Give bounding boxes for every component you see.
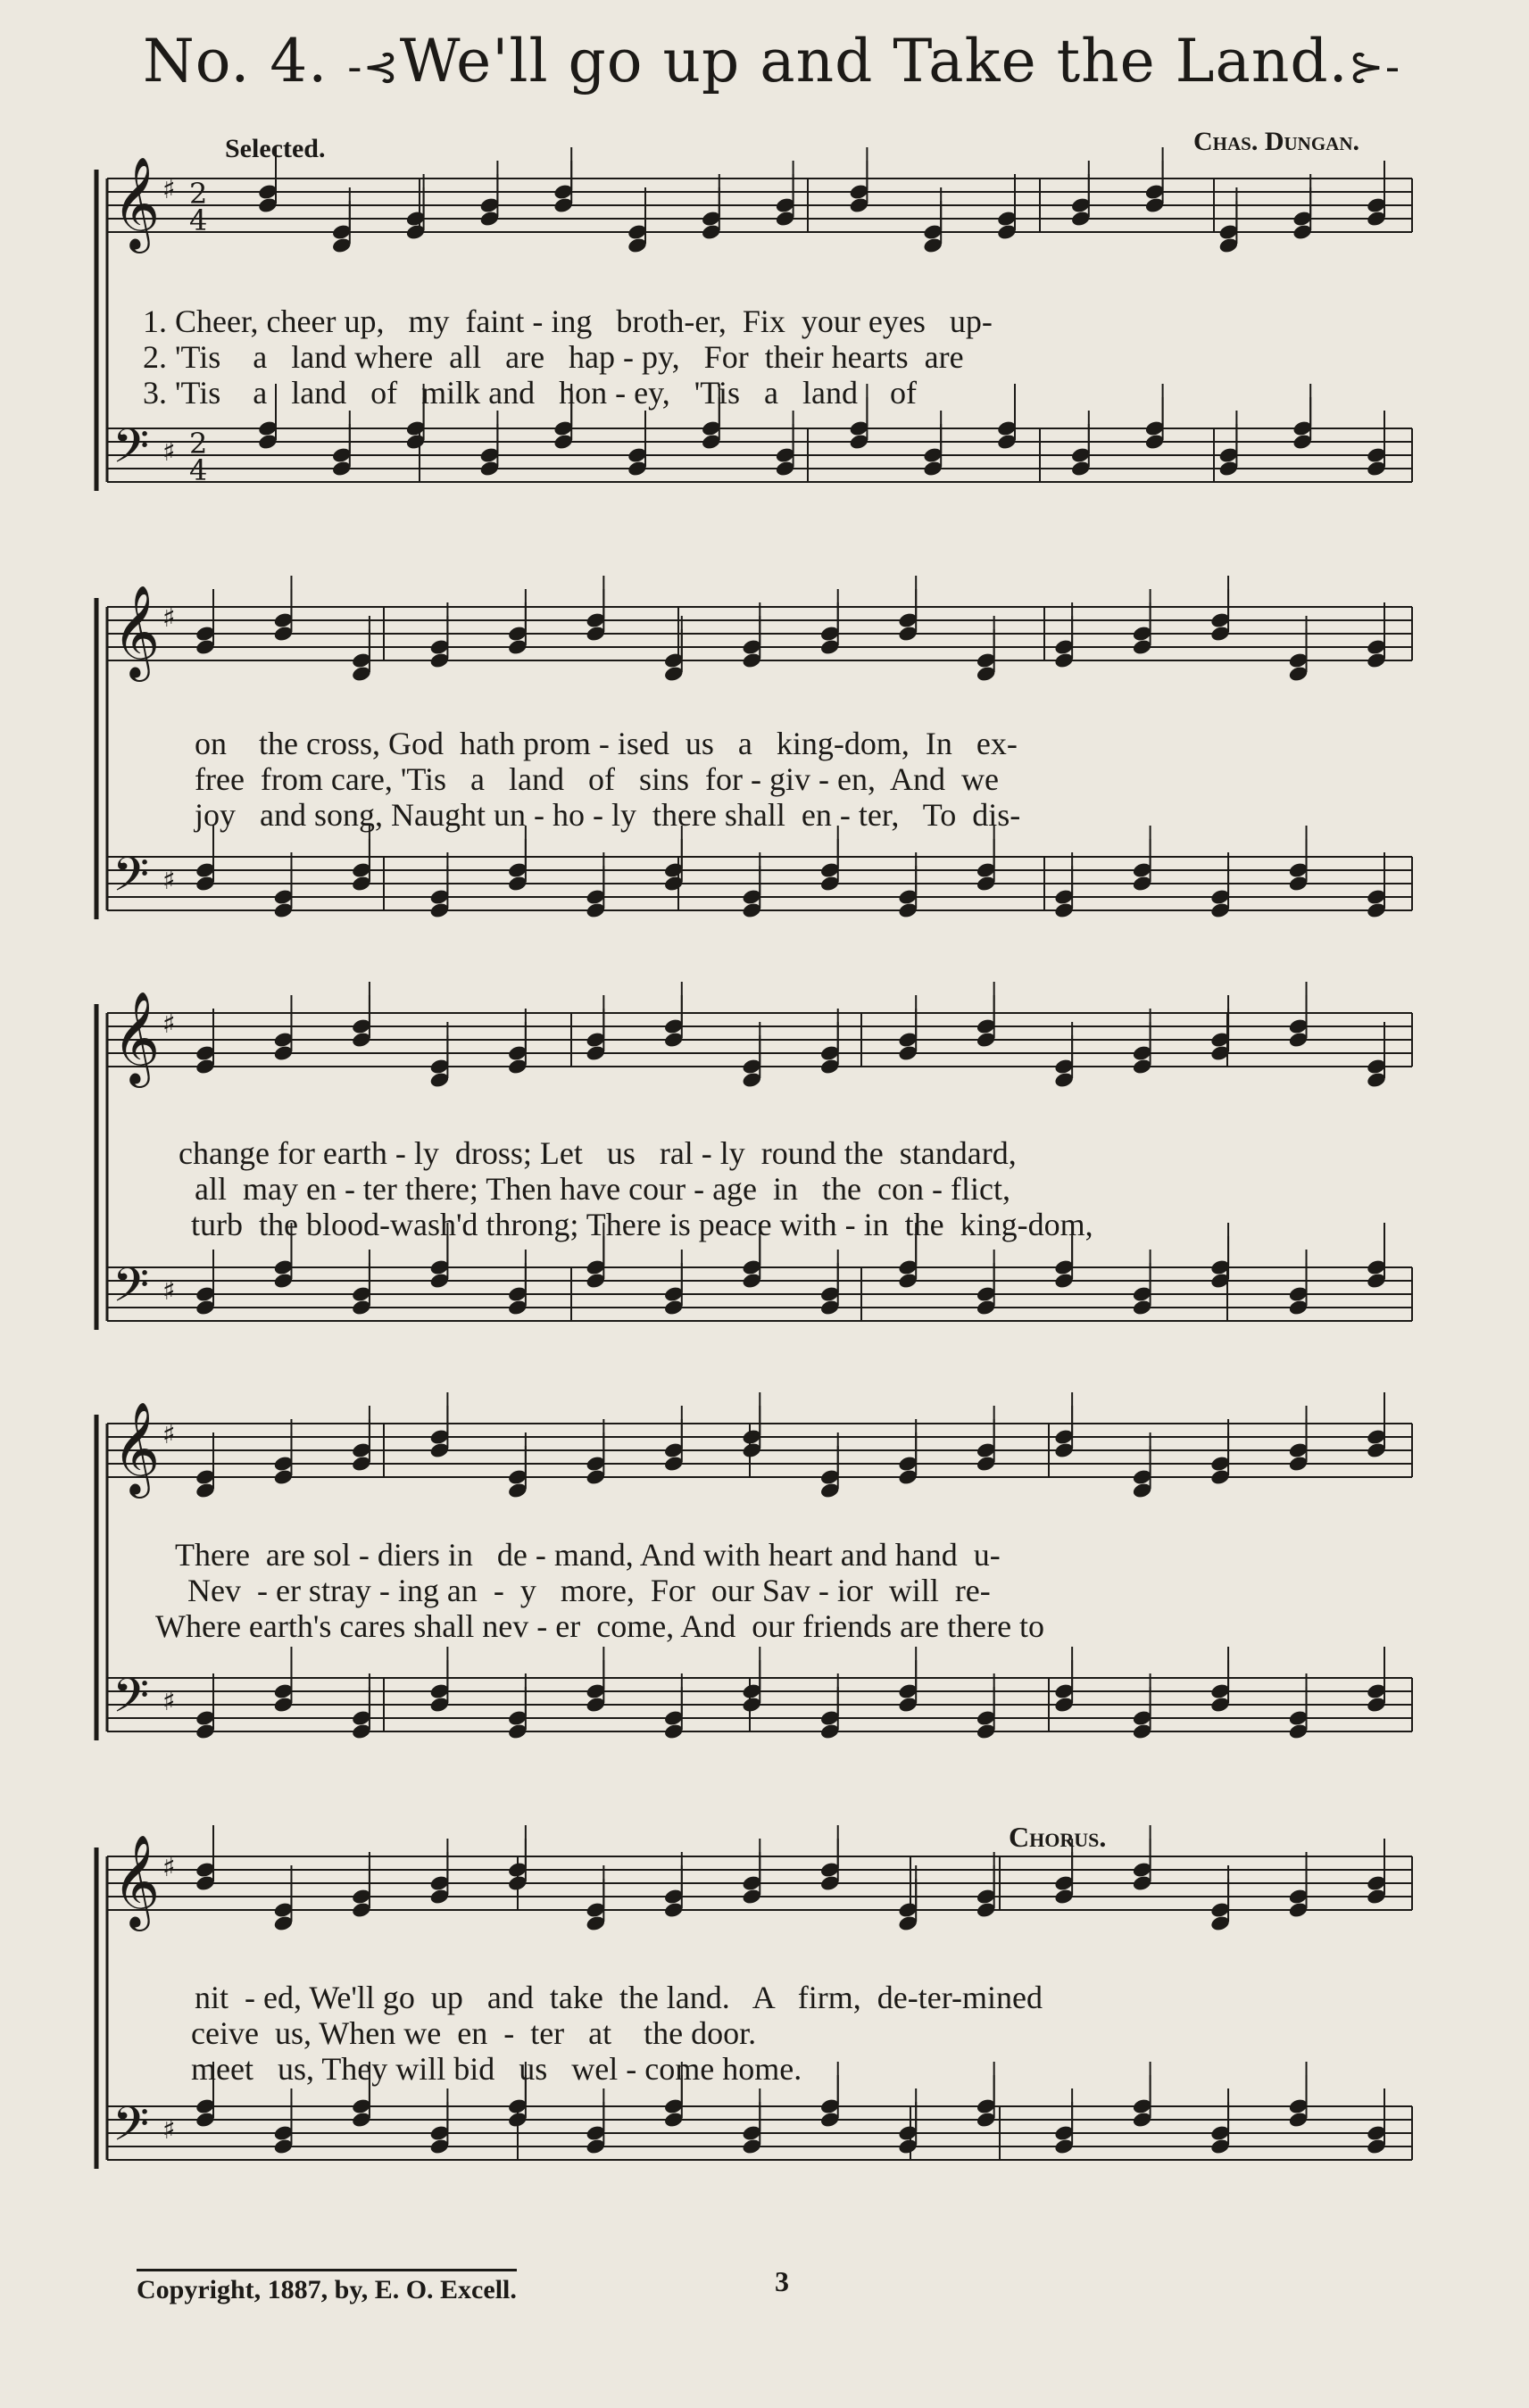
lyric-line-s3-v3: turb the blood-wash'd throng; There is peace with - in the king-dom, [191,1207,1093,1242]
key-sharp-treble-0: ♯ [162,174,176,205]
lyric-line-s1-v1: 1. Cheer, cheer up, my faint - ing broth-er, Fix your eyes up- [143,303,993,339]
left-ornament-icon: -⊰ [347,42,400,92]
treble-clef-icon-0: 𝄞 [112,156,161,250]
time-sig-treble-top: 2 [189,177,208,211]
lyric-line-s5-v2: ceive us, When we en - ter at the door. [191,2015,757,2051]
time-sig-bass-bottom: 4 [189,453,208,487]
key-sharp-treble-1: ♯ [162,602,176,634]
selected-label: Selected. [225,134,326,163]
composer-name: Chas. Dungan. [1192,127,1359,156]
key-sharp-bass-4: ♯ [162,2114,176,2146]
lyric-line-s5-v3: meet us, They will bid us wel - come home. [191,2051,802,2087]
lyric-line-s4-v3: Where earth's cares shall nev - er come, And our friends are there to [155,1608,1045,1644]
key-sharp-treble-4: ♯ [162,1852,176,1883]
key-sharp-treble-2: ♯ [162,1009,176,1040]
bass-clef-icon-1: 𝄢 [112,848,150,914]
lyric-line-s4-v1: There are sol - diers in de - mand, And with heart and hand u- [175,1537,1001,1573]
key-sharp-bass-1: ♯ [162,865,176,896]
lyric-line-s3-v2: all may en - ter there; Then have cour - age in the con - flict, [195,1171,1010,1207]
lyric-line-s4-v2: Nev - er stray - ing an - y more, For our Sav - ior will re- [187,1573,991,1608]
lyric-line-s1-v3: 3. 'Tis a land of milk and hon - ey, 'Tis a land of [143,375,917,411]
lyric-line-s3-v1: change for earth - ly dross; Let us ral - ly round the standard, [179,1135,1017,1171]
lyric-line-s2-v2: free from care, 'Tis a land of sins for - giv - en, And we [195,761,999,797]
treble-clef-icon-1: 𝄞 [112,585,161,678]
lyric-line-s2-v1: on the cross, God hath prom - ised us a king-dom, In ex- [195,726,1018,761]
chorus-label: Chorus. [1009,1821,1107,1853]
page-number: 3 [775,2265,789,2297]
time-sig-treble-bottom: 4 [189,203,208,237]
bass-clef-icon-4: 𝄢 [112,2097,150,2163]
song-number: No. 4. [143,27,328,95]
key-sharp-bass-2: ♯ [162,1275,176,1307]
treble-clef-icon-2: 𝄞 [112,991,161,1084]
time-sig-bass-top: 2 [189,427,208,461]
lyric-line-s2-v3: joy and song, Naught un - ho - ly there shall en - ter, To dis- [195,797,1021,833]
treble-clef-icon-4: 𝄞 [112,1834,161,1928]
song-title-text: We'll go up and Take the Land. [399,27,1349,95]
key-sharp-bass-0: ♯ [162,436,176,468]
bass-clef-icon-2: 𝄢 [112,1258,150,1324]
bass-clef-icon-0: 𝄢 [112,419,150,486]
key-sharp-bass-3: ♯ [162,1686,176,1717]
key-sharp-treble-3: ♯ [162,1419,176,1450]
right-ornament-icon: ⊱- [1348,42,1401,92]
bass-clef-icon-3: 𝄢 [112,1669,150,1735]
treble-clef-icon-3: 𝄞 [112,1401,161,1495]
copyright-notice: Copyright, 1887, by, E. O. Excell. [137,2269,517,2305]
lyric-line-s1-v2: 2. 'Tis a land where all are hap - py, For their hearts are [143,339,964,375]
lyric-line-s5-v1: nit - ed, We'll go up and take the land. A firm, de-ter-mined [195,1980,1043,2015]
